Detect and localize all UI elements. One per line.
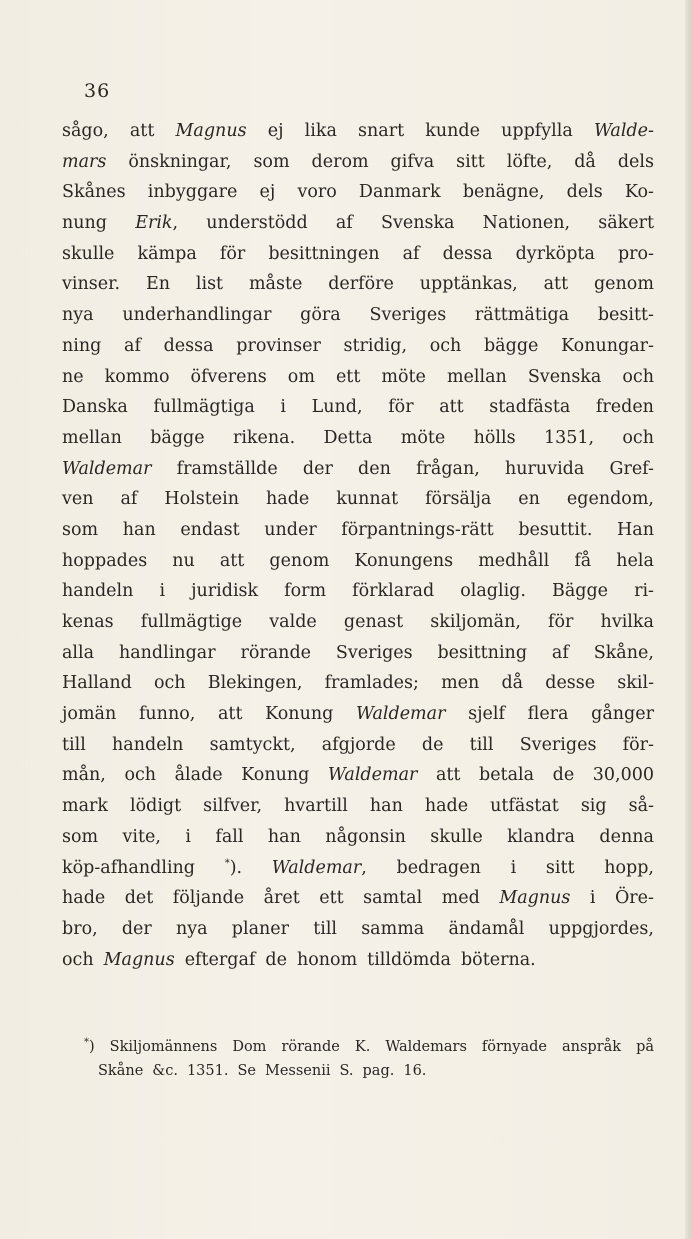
word: Nationen, [482,213,571,234]
word: 30,000 [592,765,654,786]
text-line [62,668,654,699]
word: Skåne, [593,642,654,663]
word: bedragen [396,857,481,878]
word: skiljomän, [430,612,521,632]
text-line [62,269,654,300]
word: skil- [617,673,654,694]
word: ändamål [448,918,525,939]
word: Konungar- [561,335,654,356]
word: honom [296,949,358,970]
word: någonsin [325,826,406,847]
word: framlades; [324,673,419,694]
word: att [543,274,569,295]
word: bägge [150,427,205,448]
word: der [121,918,152,939]
word: derom [311,151,369,172]
word: förpantnings-rätt [341,519,494,540]
word: af [124,335,141,356]
word: pag. [362,1063,395,1079]
word: inbyggare [147,182,238,203]
word: list [195,274,224,295]
text-line [62,822,654,853]
word: Skåne [98,1063,144,1079]
word: Svenska [380,213,455,234]
word: rörande [281,1039,340,1055]
word: lika [304,121,337,141]
word: hopp, [604,857,654,878]
word: det [124,888,154,909]
body-text [62,116,654,975]
word: 1351. [186,1063,229,1079]
word: juridisk [191,581,259,602]
word: klandra [507,826,575,847]
word: ne [62,366,84,387]
word: &c. [152,1063,178,1079]
word: hade [62,888,106,909]
word: medhåll [478,550,550,571]
word: och [622,366,654,387]
word: Sveriges [369,305,447,326]
text-line [62,791,654,822]
page-edge [685,0,691,1239]
word: mark [62,796,108,817]
word: genom [269,550,330,571]
word: som [253,151,290,172]
word: i [185,826,191,847]
word: planer [231,918,289,939]
word: jomän [62,704,117,725]
word: vite, [122,826,161,847]
word: vinser. [62,274,121,295]
word: till [469,734,494,755]
word: följande [172,888,245,909]
word: stridig, [343,335,408,356]
word: dels [566,182,603,203]
text-line [62,576,654,607]
word: fullmägtige [140,612,243,632]
word: dessa [442,243,493,264]
word: skulle [430,826,483,847]
word: handlingar [118,642,216,663]
word: upptänkas, [419,274,518,295]
word: i [589,888,596,909]
word: anspråk [561,1039,622,1055]
word: Magnus [103,949,175,970]
word: mars [62,151,107,172]
word: försälja [425,489,492,510]
word: Magnus [175,121,247,141]
word: sig [580,796,607,817]
word: skulle [62,243,115,264]
word: Konung [265,704,334,725]
text-line [62,730,654,761]
word: hade [265,489,310,510]
text-line [62,362,654,393]
word: derföre [328,274,394,295]
word: besittning [437,642,528,663]
word: stadfästa [489,397,571,418]
footnote [84,1035,654,1083]
word: Halland [62,673,132,694]
text-line [62,883,654,914]
word: ett [335,366,361,387]
text-line [62,454,654,485]
word: köp-afhandling [62,857,196,878]
word: Detta [323,427,373,448]
word: hade [424,796,469,817]
word: för [548,612,574,632]
word: att [439,397,464,418]
word: i [159,581,166,602]
word: Magnus [499,888,571,909]
word: om [287,366,315,387]
word: alla [62,642,95,663]
page-number: 36 [84,80,111,102]
word: och [622,427,654,448]
word: Dom [232,1039,267,1055]
text-line [62,208,654,239]
word: Se [237,1063,256,1079]
word: att [435,765,461,786]
word: böterna. [460,949,536,970]
word: få [574,550,592,571]
word: Waldemar [356,704,446,725]
word: och [429,335,462,356]
word: nya [175,918,208,939]
word: gånger [591,704,654,725]
word: flera [527,704,569,725]
word: han [122,519,156,540]
word: besitt- [597,305,654,326]
word: hvartill [284,796,348,817]
word: Messenii [264,1063,331,1079]
word: öfverens [190,366,267,387]
footnote-line [84,1035,654,1059]
word: sjelf [468,704,505,725]
word: då [574,151,596,172]
word: Waldemar, [271,857,367,878]
word: *). [224,857,243,878]
word: underhandlingar [122,305,272,326]
word: med [441,888,480,909]
word: fullmägtiga [153,397,255,418]
word: Han [617,519,654,540]
word: understödd [206,213,308,234]
word: hölls [473,427,516,448]
word: der [302,458,333,479]
word: Svenska [527,366,602,387]
word: af [551,642,569,663]
word: nung [62,213,108,234]
word: Konungens [354,550,454,571]
word: mån, [62,765,106,786]
word: i [280,397,287,418]
word: benägne, [462,182,545,203]
word: lödigt [130,796,182,817]
word: möte [381,366,426,387]
word: sågo, [62,121,109,141]
word: mellan [446,366,507,387]
word: besuttit. [518,519,593,540]
text-line [62,147,654,178]
word: Gref- [609,458,654,479]
word: K. [354,1039,371,1055]
text-line [62,331,654,362]
text-line [62,638,654,669]
word: pro- [617,243,654,264]
text-line [62,300,654,331]
word: Öre- [614,888,654,909]
word: hoppades [62,550,148,571]
word: samtal [363,888,423,909]
text-line [62,116,654,147]
word: i [510,857,517,878]
word: för [388,397,414,418]
word: af [402,243,420,264]
word: sitt [456,151,485,172]
word: dels [617,151,654,172]
word: betala [479,765,535,786]
word: ven [62,489,94,510]
word: En [145,274,171,295]
word: önskningar, [128,151,232,172]
text-line [62,945,654,976]
word: kunnat [336,489,399,510]
word: bägge [483,335,539,356]
word: ej [259,182,276,203]
word: mellan [62,427,122,448]
word: nu [172,550,195,571]
word: huruvida [505,458,585,479]
word: förklarad [352,581,435,602]
word: denna [599,826,654,847]
word: kenas [62,612,114,632]
footnote-line [84,1059,654,1083]
word: S. [339,1063,354,1079]
word: den [358,458,391,479]
word: ning [62,335,102,356]
word: en [518,489,540,510]
word: form [284,581,327,602]
word: frågan, [416,458,480,479]
word: tilldömda [367,949,451,970]
word: året [263,888,300,909]
word: rörande [240,642,311,663]
word: 16. [403,1063,427,1079]
word: Konung [241,765,310,786]
word: dyrköpta [515,243,595,264]
word: som [62,826,99,847]
text-line [62,423,654,454]
word: uppgjordes, [548,918,654,939]
text-line [62,607,654,638]
word: snart [358,121,405,141]
word: sitt [545,857,575,878]
word: så- [628,796,654,817]
word: på [636,1039,654,1055]
text-line [62,515,654,546]
word: gifva [390,151,435,172]
word: handeln [62,581,134,602]
text-line [62,699,654,730]
word: de [552,765,575,786]
word: egendom, [566,489,654,510]
word: de [421,734,444,755]
word: som [62,519,99,540]
word: handeln [112,734,184,755]
word: de [265,949,287,970]
word: hela [616,550,654,571]
word: Danmark [358,182,441,203]
word: voro [297,182,337,203]
text-line [62,546,654,577]
word: hvilka [600,612,654,632]
text-line [62,177,654,208]
word: Lund, [311,397,363,418]
word: Sveriges [519,734,597,755]
word: till [313,918,338,939]
word: samma [361,918,425,939]
word: Walde- [593,121,654,141]
word: Waldemar [62,458,152,479]
word: Holstein [164,489,240,510]
word: utfästat [490,796,559,817]
word: för [219,243,246,264]
word: till [62,734,86,755]
word: afgjorde [321,734,396,755]
word: att [219,550,245,571]
word: ri- [634,581,654,602]
word: desse [545,673,596,694]
word: men [441,673,480,694]
text-line [62,853,654,884]
word: freden [595,397,654,418]
word: endast [180,519,240,540]
word: 1351, [543,427,595,448]
word: ålade [174,765,223,786]
word: besittningen [268,243,380,264]
word: genast [343,612,404,632]
word: rättmätiga [474,305,570,326]
word: att [129,121,155,141]
word: Bägge [551,581,609,602]
word: kämpa [137,243,197,264]
text-line [62,484,654,515]
word: måste [248,274,303,295]
word: göra [300,305,341,326]
word: och [62,949,94,970]
word: af [335,213,353,234]
word: genom [593,274,654,295]
word: rikena. [232,427,296,448]
text-line [62,392,654,423]
word: och [124,765,157,786]
word: att [218,704,243,725]
text-line [62,760,654,791]
word: under [264,519,317,540]
word: Waldemar [327,765,418,786]
word: funno, [138,704,196,725]
word: framställde [176,458,278,479]
word: han [267,826,301,847]
word: olaglig. [460,581,526,602]
word: löfte, [506,151,553,172]
word: eftergaf [184,949,256,970]
word: för- [622,734,654,755]
word: Skånes [62,182,126,203]
word: möte [400,427,446,448]
word: kommo [104,366,170,387]
text-line [62,914,654,945]
word: uppfylla [501,121,573,141]
word: Blekingen, [207,673,303,694]
word: Danska [62,397,128,418]
word: Erik, [135,213,179,234]
word: Waldemars [385,1039,467,1055]
word: nya [62,305,94,326]
text-line [62,239,654,270]
word: bro, [62,918,98,939]
word: Ko- [624,182,654,203]
word: Sveriges [335,642,413,663]
word: då [501,673,524,694]
word: Skiljomännens [109,1039,218,1055]
word: af [120,489,138,510]
word: förnyade [481,1039,547,1055]
word: ej [267,121,284,141]
word: och [153,673,186,694]
word: *) [84,1037,95,1055]
word: fall [215,826,244,847]
word: ett [319,888,344,909]
word: samtyckt, [209,734,296,755]
word: valde [269,612,317,632]
word: silfver, [203,796,263,817]
word: säkert [598,213,654,234]
word: han [369,796,403,817]
word: dessa [163,335,214,356]
word: kunde [425,121,480,141]
word: provinser [236,335,321,356]
